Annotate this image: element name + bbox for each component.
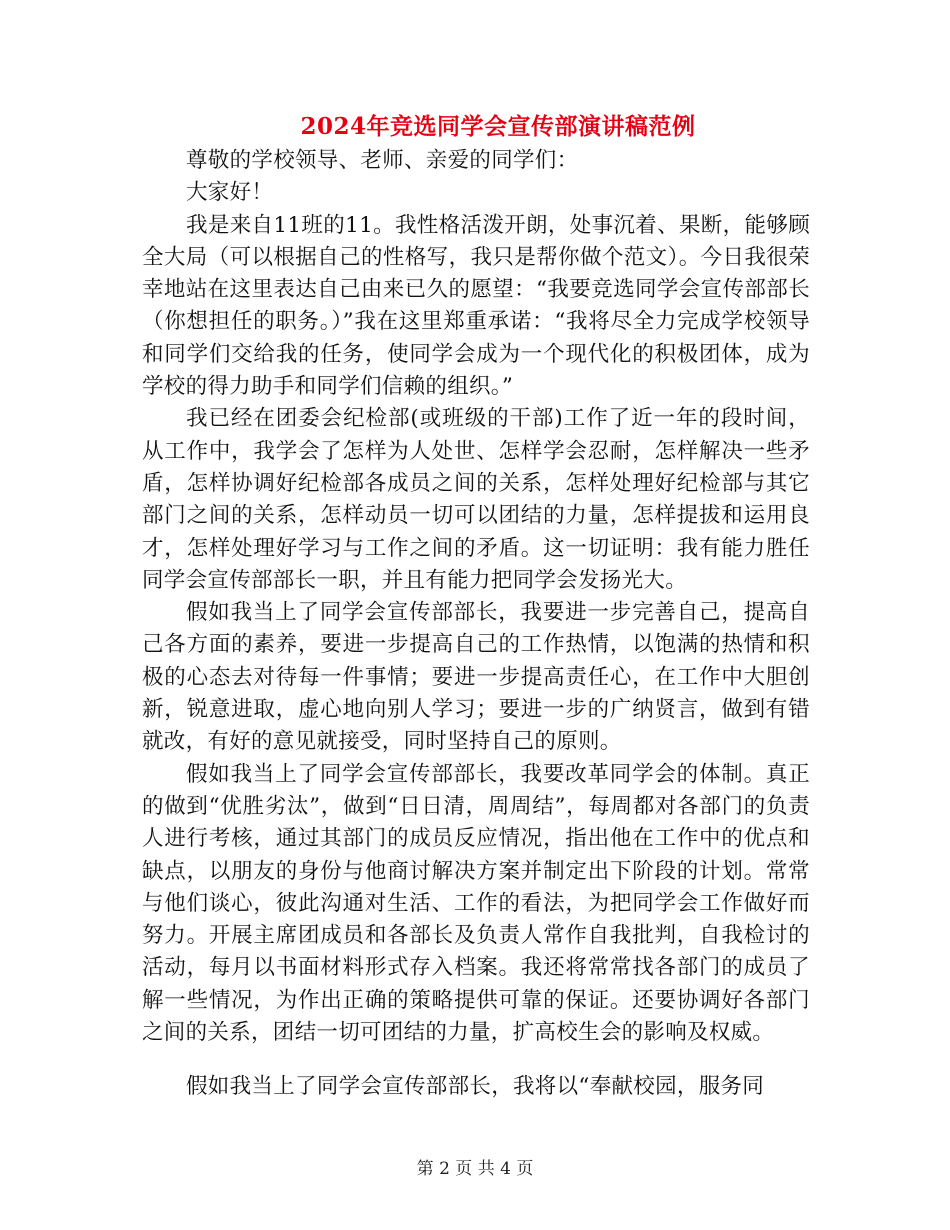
- paragraph-reform: 假如我当上了同学会宣传部部长，我要改革同学会的体制。真正的做到“优胜劣汰”，做到“日日清，周周结”，每周都对各部门的负责人进行考核，通过其部门的成员反应情况，指出他在工作中的优点和缺点，以朋友的身份与他商讨解决方案并制定出下阶段的计划。常常与他们谈心，彼此沟通对生活、工作的看法，为把同学会工作做好而努力。开展主席团成员和各部长及负责人常作自我批判，自我检讨的活动，每月以书面材料形式存入档案。我还将常常找各部门的成员了解一些情况，为作出正确的策略提供可靠的保证。还要协调好各部门之间的关系，团结一切可团结的力量，扩高校生会的影响及权威。: [142, 761, 810, 1046]
- paragraph-self-improvement: 假如我当上了同学会宣传部部长，我要进一步完善自己，提高自己各方面的素养，要进一步提高自己的工作热情，以饱满的热情和积极的心态去对待每一件事情；要进一步提高责任心，在工作中大胆创新，锐意进取，虚心地向别人学习；要进一步的广纳贤言，做到有错就改，有好的意见就接受，同时坚持自己的原则。: [142, 600, 810, 755]
- document-body: [142, 145, 810, 1104]
- document-title: 2024年竞选同学会宣传部演讲稿范例: [300, 113, 696, 140]
- paragraph-service: 假如我当上了同学会宣传部部长，我将以“奉献校园，服务同: [186, 1074, 765, 1100]
- greeting: 大家好！: [186, 180, 274, 206]
- paragraph-experience: 我已经在团委会纪检部(或班级的干部)工作了近一年的段时间，从工作中，我学会了怎样为人处世、怎样学会忍耐，怎样解决一些矛盾，怎样协调好纪检部各成员之间的关系，怎样处理好纪检部与其它部门之间的关系，怎样动员一切可以团结的力量，怎样提拔和运用良才，怎样处理好学习与工作之间的矛盾。这一切证明：我有能力胜任同学会宣传部部长一职，并且有能力把同学会发扬光大。: [142, 406, 810, 593]
- page-footer: 第 2 页 共 4 页: [416, 1159, 534, 1179]
- paragraph-intro: 我是来自11班的11。我性格活泼开朗，处事沉着、果断，能够顾全大局（可以根据自己的性格写，我只是帮你做个范文）。今日我很荣幸地站在这里表达自己由来已久的愿望：“我要竞选同学会宣传部部长（你想担任的职务。）”我在这里郑重承诺：“我将尽全力完成学校领导和同学们交给我的任务，使同学会成为一个现代化的积极团体，成为学校的得力助手和同学们信赖的组织。”: [142, 212, 810, 400]
- salutation: 尊敬的学校领导、老师、亲爱的同学们：: [186, 148, 579, 173]
